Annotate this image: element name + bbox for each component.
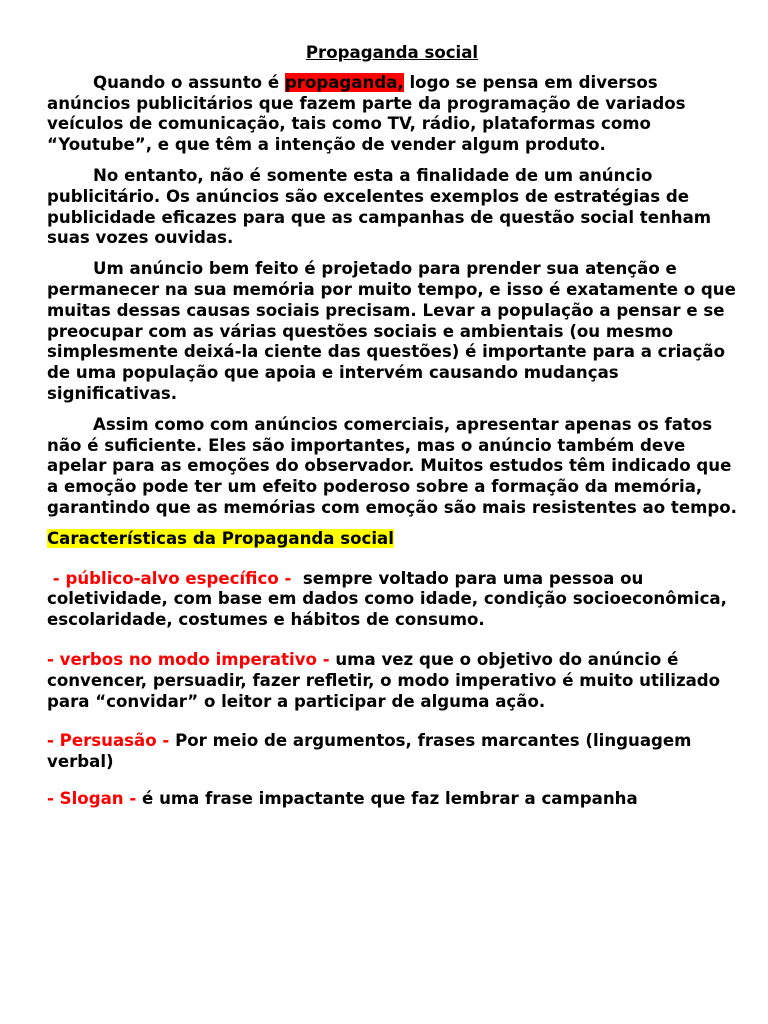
characteristic-item: [47, 569, 737, 631]
characteristic-item: [47, 731, 737, 773]
paragraph-2: No entanto, não é somente esta a finalidade de um anúncio publicitário. Os anúncios são excelentes exemplos de estratégias de publicidade eficazes para que as campanhas de questão social tenham suas vozes ouvidas.: [47, 165, 712, 248]
characteristic-text: é uma frase impactante que faz lembrar a campanha: [142, 788, 638, 808]
section-heading: [47, 529, 737, 550]
characteristic-term: - verbos no modo imperativo -: [47, 649, 330, 669]
characteristic-text: Por meio de argumentos, frases marcantes (linguagem verbal): [47, 731, 692, 772]
characteristic-term: - Persuasão -: [47, 731, 176, 751]
paragraph-1-after: logo se pensa em diversos anúncios publicitários que fazem parte da programação de variados veículos de comunicação, tais como TV, rádio, plataformas como “Youtube”, e que têm a intenção de vender algum produto.: [47, 72, 686, 155]
characteristic-text: uma vez que o objetivo do anúncio é convencer, persuadir, fazer refletir, o modo imperativo é muito utilizado para “convidar” o leitor a participar de alguma ação.: [47, 649, 721, 711]
document-page: [47, 43, 737, 829]
paragraph-4: Assim como com anúncios comerciais, apresentar apenas os fatos não é suficiente. Eles são importantes, mas o anúncio também deve apelar para as emoções do observador. Muitos estudos têm indicado que a emoção pode ter um efeito poderoso sobre a formação da memória, garantindo que as memórias com emoção são mais resistentes ao tempo.: [47, 414, 737, 517]
paragraph-1: [47, 73, 737, 156]
paragraph-3: Um anúncio bem feito é projetado para prender sua atenção e permanecer na sua memória por muito tempo, e isso é exatamente o que muitas dessas causas sociais precisam. Levar a população a pensar e se preocupar com as várias questões sociais e ambientais (ou mesmo simplesmente deixá-la ciente das questões) é importante para a criação de uma população que apoia e intervém causando mudanças significativas.: [47, 259, 736, 403]
characteristic-item: [47, 789, 737, 810]
highlighted-word: propaganda,: [284, 72, 404, 92]
paragraph-1-before: Quando o assunto é: [93, 72, 285, 92]
characteristic-text: sempre voltado para uma pessoa ou coletividade, com base em dados como idade, condição socioeconômica, escolaridade, costumes e hábitos de consumo.: [47, 568, 727, 630]
characteristic-term: - público-alvo específico -: [47, 568, 298, 588]
section-heading-text: Características da Propaganda social: [47, 528, 394, 548]
document-title: Propaganda social: [305, 43, 479, 62]
characteristic-item: [47, 650, 737, 712]
characteristic-term: - Slogan -: [47, 788, 143, 808]
